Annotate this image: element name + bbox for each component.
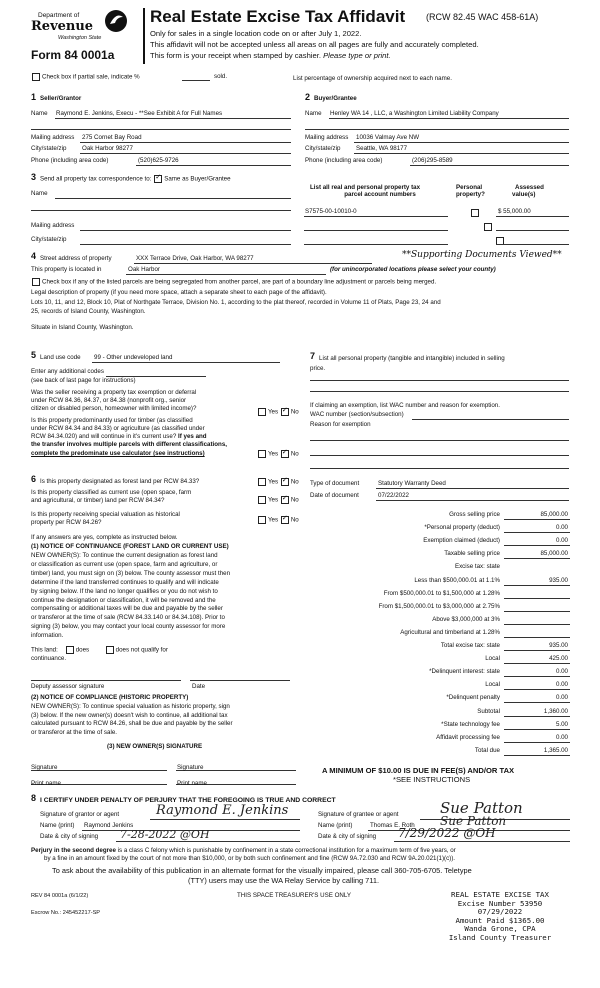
minimum-fee-note: A MINIMUM OF $10.00 IS DUE IN FEE(S) AND/OR TAX bbox=[322, 766, 515, 775]
parcel-col-header: List all real and personal property tax parcel account numbers bbox=[310, 184, 421, 198]
tax-row-label: *Delinquent penalty bbox=[446, 694, 500, 702]
owner-print-label-2: Print name bbox=[177, 780, 207, 787]
parcel-number-3[interactable] bbox=[304, 244, 448, 245]
q-current-use-answer: Yes ✓ No bbox=[257, 496, 299, 504]
notice-line: signing (3) below, you may contact your local county assessor for more bbox=[31, 623, 226, 631]
buyer-name-line-2 bbox=[305, 129, 569, 130]
tax-row-label: Less than $500,000.01 at 1.1% bbox=[414, 576, 500, 584]
located-field[interactable]: Oak Harbor bbox=[128, 266, 160, 273]
exemption-yes-checkbox[interactable] bbox=[258, 408, 266, 416]
notice-compliance-heading: (2) NOTICE OF COMPLIANCE (HISTORIC PROPERTY) bbox=[31, 694, 189, 701]
buyer-phone-label: Phone (including area code) bbox=[305, 157, 383, 164]
corr-city-label: City/state/zip bbox=[31, 236, 67, 243]
q-historic-answer: Yes ✓ No bbox=[257, 516, 299, 524]
tax-row-value[interactable]: 0.00 bbox=[555, 733, 568, 741]
does-checkbox[interactable] bbox=[66, 646, 74, 654]
parcel-number-1[interactable]: S7575-00-10010-0 bbox=[305, 208, 357, 215]
buyer-city-label: City/state/zip bbox=[305, 145, 341, 152]
personal-col-header: Personal property? bbox=[456, 184, 485, 198]
personal-property-text: List all personal property (tangible and intangible) included in selling bbox=[319, 355, 505, 362]
treasurer-stamp bbox=[430, 891, 570, 943]
tax-row-line bbox=[504, 716, 570, 717]
seller-phone-label: Phone (including area code) bbox=[31, 157, 109, 164]
this-land-row: This land: does does not qualify for bbox=[31, 646, 168, 654]
doc-type-line bbox=[376, 488, 569, 489]
grantee-name-field[interactable]: Thomas E. Roth bbox=[370, 822, 415, 829]
buyer-name-label: Name bbox=[305, 110, 322, 117]
q-historic-2: property per RCW 84.26? bbox=[31, 519, 102, 526]
ownership-note: List percentage of ownership acquired next to each name. bbox=[293, 75, 452, 82]
parcel-line-1 bbox=[304, 216, 448, 217]
doc-date-field[interactable]: 07/22/2022 bbox=[378, 492, 409, 499]
availability-line-1: To ask about the availability of this publication in an alternate format for the visually impaired, please call 360-705-6705. Teletype bbox=[52, 866, 472, 875]
grantee-signature[interactable]: Sue Patton bbox=[440, 799, 523, 817]
tax-row-value[interactable]: 0.00 bbox=[555, 668, 568, 676]
tax-row-value[interactable]: 85,000.00 bbox=[540, 550, 568, 558]
segregated-checkbox[interactable] bbox=[32, 278, 40, 286]
section-7-number: 7 bbox=[310, 351, 316, 361]
tax-row-line bbox=[504, 585, 570, 586]
buyer-city-line bbox=[354, 153, 569, 154]
q-exemption-1: Was the seller receiving a property tax exemption or deferral bbox=[31, 389, 197, 396]
grantee-date-line bbox=[394, 841, 570, 842]
tax-row-label: From $500,000.01 to $1,500,000 at 1.28% bbox=[383, 589, 500, 597]
additional-codes-label: Enter any additional codes bbox=[31, 368, 104, 375]
treasurer-use-label: THIS SPACE TREASURER'S USE ONLY bbox=[237, 892, 351, 899]
tax-row-value[interactable]: 1,365.00 bbox=[543, 746, 568, 754]
see-instructions: *SEE INSTRUCTIONS bbox=[393, 775, 471, 784]
tax-row-label: *State technology fee bbox=[441, 720, 500, 728]
section-3-number: 3 bbox=[31, 172, 37, 182]
header-note-3: This form is your receipt when stamped by cashier. Please type or print. bbox=[150, 51, 391, 60]
notice-line: compensating or additional taxes will be due and payable by the seller bbox=[31, 605, 223, 613]
grantor-signature-label: Signature of grantor or agent bbox=[40, 811, 120, 818]
legal-line-2[interactable]: 25, records of Island County, Washington. bbox=[31, 308, 146, 315]
q-exemption-3: citizen or disabled person, homeowner with limited income)? bbox=[31, 405, 197, 412]
parcel-number-2[interactable] bbox=[304, 230, 448, 231]
grantee-name-label: Name (print) bbox=[318, 822, 353, 829]
sold-label: sold. bbox=[214, 73, 228, 80]
grantee-date-label: Date & city of signing bbox=[318, 833, 377, 840]
header-divider bbox=[143, 8, 145, 64]
q-current-use-1: Is this property classified as current use (open space, farm bbox=[31, 489, 192, 496]
partial-percent-field[interactable] bbox=[182, 80, 210, 81]
q-exemption-2: under RCW 84.36, 84.37, or 84.38 (nonprofit org., senior bbox=[31, 397, 187, 404]
tax-row-line bbox=[504, 611, 570, 612]
tax-row-label: From $1,500,000.01 to $3,000,000 at 2.75% bbox=[378, 602, 500, 610]
dept-name: Revenue bbox=[31, 19, 94, 34]
q-forest-answer: Yes ✓ No bbox=[257, 478, 299, 486]
assessed-value-2[interactable] bbox=[496, 230, 569, 231]
tax-row-line bbox=[504, 650, 570, 651]
tax-row-label: Local bbox=[485, 655, 500, 663]
form-number: Form 84 0001a bbox=[31, 48, 115, 62]
tax-row-value[interactable]: 935.00 bbox=[549, 576, 568, 584]
tax-row-label: Above $3,000,000 at 3% bbox=[432, 615, 500, 623]
current-use-no-checkbox[interactable] bbox=[281, 496, 289, 504]
q-timber-5: complete the predominate use calculator (see instructions) bbox=[31, 450, 205, 457]
buyer-phone-line bbox=[410, 165, 569, 166]
tax-row-value[interactable]: 425.00 bbox=[549, 655, 568, 663]
seller-heading: Seller/Grantor bbox=[40, 95, 82, 102]
doc-type-label: Type of document bbox=[310, 480, 360, 487]
perjury-line-1: Perjury in the second degree is a class C felony which is punishable by confinement in a state correctional institution for a maximum term of five years, or bbox=[31, 847, 456, 854]
section-2-number: 2 bbox=[305, 92, 311, 102]
notice-line: or transferor at the time of sale. bbox=[31, 728, 117, 736]
legal-label: Legal description of property (if you need more space, attach a separate sheet to each page of the affidavit). bbox=[31, 289, 327, 296]
notice-continuance-heading: (1) NOTICE OF CONTINUANCE (FOREST LAND OR CURRENT USE) bbox=[31, 543, 229, 550]
seller-phone-line bbox=[136, 165, 291, 166]
exemption-note: If claiming an exemption, list WAC number and reason for exemption. bbox=[310, 402, 500, 409]
grantor-name-label: Name (print) bbox=[40, 822, 75, 829]
land-use-label: Land use code bbox=[40, 354, 81, 361]
buyer-mail-field[interactable]: 10036 Valmay Ave NW bbox=[356, 134, 420, 141]
tax-row-label: *Delinquent interest: state bbox=[429, 668, 500, 676]
street-label: Street address of property bbox=[40, 255, 112, 262]
notice-line: (3) below. If the new owner(s) doesn't wish to continue, all additional tax bbox=[31, 711, 228, 719]
continuance-label: continuance. bbox=[31, 655, 67, 662]
deputy-label: Deputy assessor signature bbox=[31, 683, 105, 690]
q-timber-answer: Yes ✓ No bbox=[257, 450, 299, 458]
tax-row-line bbox=[504, 663, 570, 664]
tax-row-line bbox=[504, 532, 570, 533]
assessed-value-3[interactable] bbox=[496, 244, 569, 245]
stamp-line-4: Amount Paid $1365.00 bbox=[455, 915, 545, 925]
seller-city-label: City/state/zip bbox=[31, 145, 67, 152]
certify-heading: I CERTIFY UNDER PENALTY OF PERJURY THAT THE FOREGOING IS TRUE AND CORRECT bbox=[40, 797, 336, 804]
additional-codes-note: (see back of last page for instructions) bbox=[31, 377, 136, 384]
notice-line: information. bbox=[31, 632, 64, 640]
revision-number: REV 84 0001a (6/1/22) bbox=[31, 893, 89, 899]
seller-name-line bbox=[55, 118, 291, 119]
buyer-heading: Buyer/Grantee bbox=[314, 95, 357, 102]
tax-row-line bbox=[504, 519, 570, 520]
dor-emblem-icon bbox=[104, 9, 128, 33]
located-line bbox=[126, 274, 326, 275]
seller-mail-line bbox=[80, 142, 291, 143]
buyer-phone-field[interactable]: (206)295-8589 bbox=[412, 157, 453, 164]
buyer-mail-label: Mailing address bbox=[305, 134, 349, 141]
doc-type-field[interactable]: Statutory Warranty Deed bbox=[378, 480, 446, 487]
legal-line-1[interactable]: Lots 10, 11, and 12, Block 10, Plat of Northgate Terrace, Division No. 1, according to the plat thereof, recorded in Volume 11 of Plats, Page 23, 24 and bbox=[31, 299, 441, 306]
corr-name-label: Name bbox=[31, 190, 48, 197]
tax-row-label: Agricultural and timberland at 1.28% bbox=[400, 628, 500, 636]
assessed-line-1 bbox=[496, 216, 569, 217]
assessed-value-1[interactable]: $ 55,000.00 bbox=[498, 208, 531, 215]
grantor-date-field[interactable]: 7-28-2022 @OH bbox=[120, 828, 210, 841]
q-current-use-2: and agricultural, or timber) land per RCW 84.34? bbox=[31, 497, 165, 504]
located-label: This property is located in bbox=[31, 266, 102, 273]
stamp-line-1: REAL ESTATE EXCISE TAX bbox=[451, 890, 549, 899]
q-timber-2: under RCW 84.34 and 84.33) or agriculture (as classified under bbox=[31, 425, 205, 432]
tax-row-line bbox=[504, 624, 570, 625]
forest-no-checkbox[interactable] bbox=[281, 478, 289, 486]
header-note-1: Only for sales in a single location code on or after July 1, 2022. bbox=[150, 29, 362, 38]
dept-line: Department of bbox=[38, 12, 80, 19]
notice-line: or classification as current use (open space, farm and agriculture, or bbox=[31, 560, 218, 568]
new-owner-signature-heading: (3) NEW OWNER(S) SIGNATURE bbox=[107, 743, 203, 750]
stamp-line-3: 07/29/2022 bbox=[477, 907, 523, 917]
wac-field[interactable] bbox=[412, 419, 569, 420]
form-title: Real Estate Excise Tax Affidavit bbox=[150, 7, 406, 26]
seller-name-line-2 bbox=[31, 129, 291, 130]
grantor-date-line bbox=[116, 841, 300, 842]
reason-label: Reason for exemption bbox=[310, 421, 371, 428]
tax-row-value[interactable]: 0.00 bbox=[555, 537, 568, 545]
q-timber-4: the transfer involves multiple parcels with different classifications, bbox=[31, 441, 227, 448]
buyer-mail-line bbox=[354, 142, 569, 143]
section-8-number: 8 bbox=[31, 793, 37, 803]
personal-property-line-1[interactable] bbox=[310, 380, 569, 381]
reason-line-3[interactable] bbox=[310, 468, 569, 469]
tax-row-line bbox=[504, 742, 570, 743]
timber-no-checkbox[interactable] bbox=[281, 450, 289, 458]
tax-row-line bbox=[504, 702, 570, 703]
form-citation: (RCW 82.45 WAC 458-61A) bbox=[426, 12, 539, 22]
tax-row-line bbox=[504, 676, 570, 677]
current-use-yes-checkbox[interactable] bbox=[258, 496, 266, 504]
corr-name-field[interactable] bbox=[55, 198, 291, 199]
partial-sale-checkbox[interactable] bbox=[32, 73, 40, 81]
buyer-name-field[interactable]: Henley WA 14 , LLC, a Washington Limited Liability Company bbox=[330, 110, 499, 117]
seller-city-line bbox=[80, 153, 291, 154]
notice-line: NEW OWNER(S): To continue the current designation as forest land bbox=[31, 552, 218, 559]
street-address-field[interactable]: XXX Terrace Drive, Oak Harbor, WA 98277 bbox=[136, 255, 254, 262]
q-forest: Is this property designated as forest land per RCW 84.33? bbox=[40, 478, 200, 485]
grantee-signature-label: Signature of grantee or agent bbox=[318, 811, 399, 818]
tax-row-label: Total excise tax: state bbox=[440, 642, 500, 649]
tax-row-line bbox=[504, 637, 570, 638]
partial-sale-row: Check box if partial sale, indicate % bbox=[31, 73, 140, 81]
timber-yes-checkbox[interactable] bbox=[258, 450, 266, 458]
owner-signature-label-2: Signature bbox=[177, 764, 204, 771]
tax-row-label: Exemption claimed (deduct) bbox=[423, 537, 500, 545]
street-line bbox=[134, 263, 372, 264]
tax-row-label: *Personal property (deduct) bbox=[424, 524, 500, 532]
tax-row-line bbox=[504, 598, 570, 599]
corr-mail-field[interactable] bbox=[80, 230, 291, 231]
legal-line-3[interactable]: Situate in Island County, Washington. bbox=[31, 324, 134, 331]
grantor-signature-line bbox=[150, 819, 300, 820]
correspondence-text: Send all property tax correspondence to: ✓ Same as Buyer/Grantee bbox=[40, 175, 231, 183]
deputy-date-label: Date bbox=[192, 683, 206, 690]
tax-row-line bbox=[504, 729, 570, 730]
stamp-line-5: Wanda Grone, CPA bbox=[464, 924, 536, 934]
grantee-name-signature: Sue Patton bbox=[440, 814, 507, 828]
seller-name-label: Name bbox=[31, 110, 48, 117]
tax-row-value[interactable]: 935.00 bbox=[549, 642, 568, 649]
deputy-signature-field[interactable] bbox=[31, 680, 181, 681]
tax-row-value[interactable]: 1,360.00 bbox=[543, 707, 568, 715]
corr-mail-label: Mailing address bbox=[31, 222, 75, 229]
forest-yes-checkbox[interactable] bbox=[258, 478, 266, 486]
buyer-city-field[interactable]: Seattle, WA 98177 bbox=[356, 145, 408, 152]
stamp-line-2: Excise Number 53950 bbox=[457, 898, 543, 908]
notice-line: calculated pursuant to RCW 84.26, shall be due and payable by the seller bbox=[31, 720, 233, 728]
personal-checkbox-2[interactable] bbox=[484, 223, 492, 231]
notice-line: continue the designation or classification, it will be removed and the bbox=[31, 596, 216, 604]
header-note-2: This affidavit will not be accepted unless all areas on all pages are fully and accurately completed. bbox=[150, 40, 479, 49]
grantor-name-field[interactable]: Raymond Jenkins bbox=[84, 822, 134, 829]
section-1-number: 1 bbox=[31, 92, 37, 102]
q-timber-3: RCW 84.34.020) and will continue in it's current use? If yes and bbox=[31, 433, 207, 440]
seller-phone-field[interactable]: (520)625-9726 bbox=[138, 157, 179, 164]
historic-yes-checkbox[interactable] bbox=[258, 516, 266, 524]
notice-line: by signing below. If the land no longer qualifies or you do not wish to bbox=[31, 587, 218, 595]
notice-line: determine if the land transferred continues to qualify and will indicate bbox=[31, 578, 219, 586]
tax-row-value[interactable]: 0.00 bbox=[555, 524, 568, 532]
exemption-no-checkbox[interactable] bbox=[281, 408, 289, 416]
tax-row-label: Total due bbox=[474, 746, 500, 754]
perjury-line-2: by a fine in an amount fixed by the court of not more than $10,000, or by both such confinement and fine (RCW 9A.72.030 and RCW 9A.20.021(1)(c)). bbox=[44, 855, 456, 862]
notice-line: or transferor at the time of sale (RCW 84.33.140 or 84.34.108). Prior to bbox=[31, 614, 225, 622]
segregated-row: Check box if any of the listed parcels are being segregated from another parcel, are part of a boundary line adjustment or parcels being merged. bbox=[31, 278, 436, 286]
tax-row-value[interactable]: 0.00 bbox=[555, 694, 568, 702]
tax-row-line bbox=[504, 545, 570, 546]
doc-date-label: Date of document bbox=[310, 492, 359, 499]
section-6-number: 6 bbox=[31, 474, 37, 484]
dept-state: Washington State bbox=[58, 35, 102, 41]
seller-city-field[interactable]: Oak Harbor 98277 bbox=[82, 145, 133, 152]
notice-line: timber) land, you must sign on (3) below. The county assessor must then bbox=[31, 569, 231, 577]
reason-line-2[interactable] bbox=[310, 455, 569, 456]
buyer-name-line bbox=[329, 118, 569, 119]
deputy-date-field[interactable] bbox=[190, 680, 290, 681]
personal-property-line-2[interactable] bbox=[310, 391, 569, 392]
wac-label: WAC number (section/subsection) bbox=[310, 411, 404, 418]
personal-checkbox-1[interactable] bbox=[471, 209, 479, 217]
tax-row-label: Local bbox=[485, 681, 500, 689]
owner-print-label-1: Print name bbox=[31, 780, 61, 787]
seller-mail-field[interactable]: 275 Cornet Bay Road bbox=[82, 134, 142, 141]
documents-viewed-stamp: **Supporting Documents Viewed** bbox=[402, 250, 562, 260]
tax-row-value[interactable]: 5.00 bbox=[555, 720, 568, 728]
q-exemption-answer: Yes ✓ No bbox=[257, 408, 299, 416]
tax-row-label: Taxable selling price bbox=[444, 550, 500, 558]
notice-line: NEW OWNER(S): To continue special valuation as historic property, sign bbox=[31, 703, 230, 710]
seller-name-field[interactable]: Raymond E. Jenkins, Execu - **See Exhibit A for Full Names bbox=[56, 110, 223, 117]
tax-row-label: Excise tax: state bbox=[454, 563, 500, 571]
tax-row-value[interactable]: 85,000.00 bbox=[540, 511, 568, 518]
historic-no-checkbox[interactable] bbox=[281, 516, 289, 524]
owner-signature-label-1: Signature bbox=[31, 764, 58, 771]
doc-date-line bbox=[376, 500, 569, 501]
tax-row-label: Gross selling price bbox=[449, 511, 500, 518]
tax-row-line bbox=[504, 755, 570, 756]
seller-mail-label: Mailing address bbox=[31, 134, 75, 141]
land-use-field[interactable]: 99 - Other undeveloped land bbox=[94, 354, 173, 361]
section-5-number: 5 bbox=[31, 350, 37, 360]
located-note: (for unincorporated locations please select your county) bbox=[330, 266, 496, 273]
corr-city-field[interactable] bbox=[80, 244, 291, 245]
if-yes-note: If any answers are yes, complete as instructed below. bbox=[31, 534, 178, 541]
escrow-number: Escrow No.: 245452217-SP bbox=[31, 910, 101, 916]
personal-property-text-2: price. bbox=[310, 365, 326, 372]
stamp-line-6: Island County Treasurer bbox=[448, 932, 552, 942]
q-timber-1: Is this property predominantly used for timber (as classified bbox=[31, 417, 193, 424]
q-historic-1: Is this property receiving special valuation as historical bbox=[31, 511, 180, 518]
section-4-number: 4 bbox=[31, 251, 37, 261]
does-not-checkbox[interactable] bbox=[106, 646, 114, 654]
reason-line-1[interactable] bbox=[310, 440, 569, 441]
tax-row-value[interactable]: 0.00 bbox=[555, 681, 568, 689]
corr-name-line-2 bbox=[31, 210, 291, 211]
availability-line-2: (TTY) users may use the WA Relay Service by calling 711. bbox=[188, 876, 379, 885]
tax-row-line bbox=[504, 558, 570, 559]
grantor-signature[interactable]: Raymond E. Jenkins bbox=[156, 803, 289, 818]
tax-row-line bbox=[504, 689, 570, 690]
assessed-col-header: Assessed value(s) bbox=[512, 184, 544, 198]
land-use-line bbox=[92, 362, 280, 363]
tax-row-label: Affidavit processing fee bbox=[436, 733, 500, 741]
same-as-buyer-checkbox[interactable] bbox=[154, 175, 162, 183]
grantor-date-label: Date & city of signing bbox=[40, 833, 99, 840]
tax-row-label: Subtotal bbox=[477, 707, 500, 715]
grantee-date-field[interactable]: 7/29/2022 @OH bbox=[398, 826, 496, 840]
